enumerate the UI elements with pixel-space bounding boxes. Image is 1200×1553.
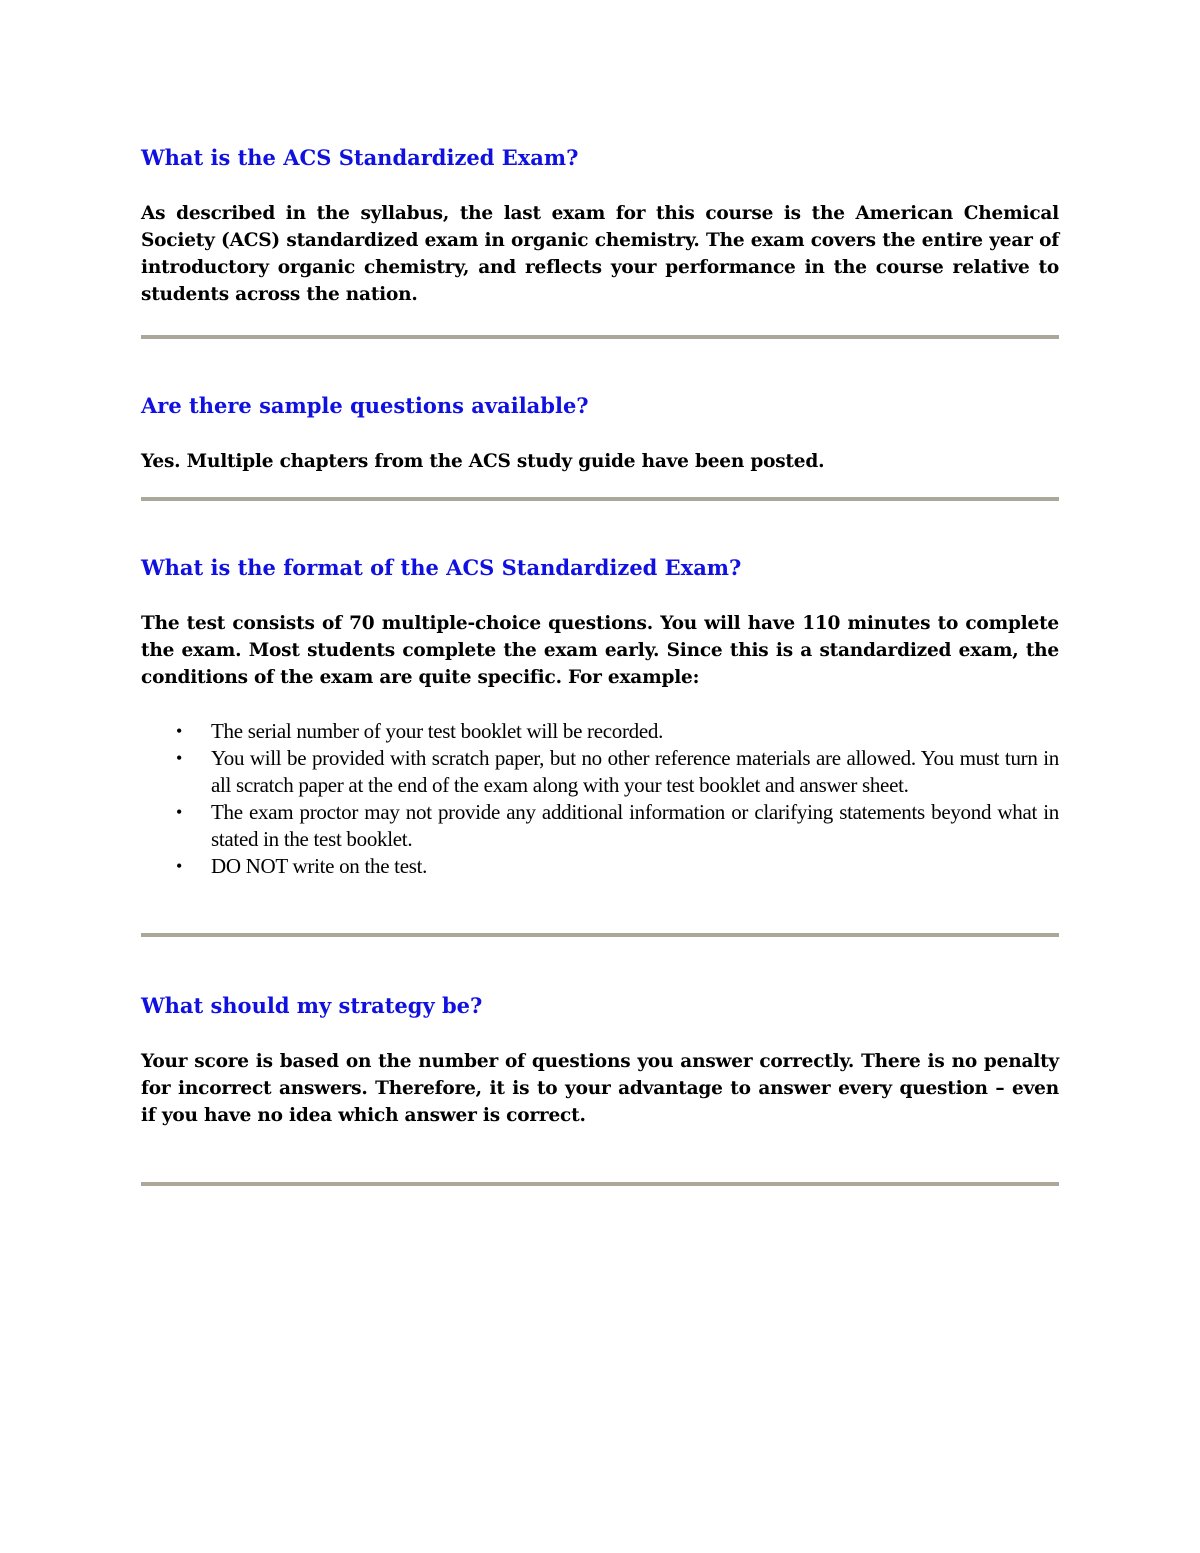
paragraph-acs-description: As described in the syllabus, the last exam for this course is the American Chemical Society (ACS) standardized exam in organic chemistry. The exam covers the entire year of introductory organic chemistry, and reflects your performance in the course relative to students across the nation.	[141, 203, 1059, 305]
section-strategy	[141, 992, 1059, 1129]
paragraph-strategy: Your score is based on the number of questions you answer correctly. There is no penalty for incorrect answers. Therefore, it is to your advantage to answer every question – even if you have no idea which answer is correct.	[141, 1051, 1059, 1126]
list-item	[141, 745, 1059, 799]
exam-conditions-list	[141, 718, 1059, 880]
list-item-text: DO NOT write on the test.	[211, 854, 428, 878]
section-exam-format	[141, 554, 1059, 880]
section-acs-exam	[141, 144, 1059, 308]
list-item	[141, 799, 1059, 853]
bullet-icon: •	[176, 802, 183, 822]
divider-rule	[141, 497, 1059, 501]
heading-strategy: What should my strategy be?	[141, 993, 483, 1018]
divider-rule	[141, 335, 1059, 339]
section-sample-questions	[141, 392, 1059, 475]
list-item-text: You will be provided with scratch paper, but no other reference materials are allowed. You must turn in all scratch paper at the end of the exam along with your test booklet and answer sheet.	[211, 746, 1059, 797]
bullet-icon: •	[176, 721, 183, 741]
list-item	[141, 853, 1059, 880]
bullet-icon: •	[176, 856, 183, 876]
paragraph-sample-questions: Yes. Multiple chapters from the ACS study guide have been posted.	[141, 451, 825, 472]
heading-sample-questions: Are there sample questions available?	[141, 393, 589, 418]
list-item-text: The serial number of your test booklet will be recorded.	[211, 719, 664, 743]
divider-rule	[141, 933, 1059, 937]
heading-what-is-acs: What is the ACS Standardized Exam?	[141, 145, 579, 170]
heading-exam-format: What is the format of the ACS Standardized Exam?	[141, 555, 742, 580]
divider-rule	[141, 1182, 1059, 1186]
list-item-text: The exam proctor may not provide any additional information or clarifying statements beyond what in stated in the test booklet.	[211, 800, 1059, 851]
bullet-icon: •	[176, 748, 183, 768]
list-item	[141, 718, 1059, 745]
paragraph-exam-format: The test consists of 70 multiple-choice questions. You will have 110 minutes to complete the exam. Most students complete the exam early. Since this is a standardized exam, the conditions of the exam are quite specific. For example:	[141, 613, 1059, 688]
